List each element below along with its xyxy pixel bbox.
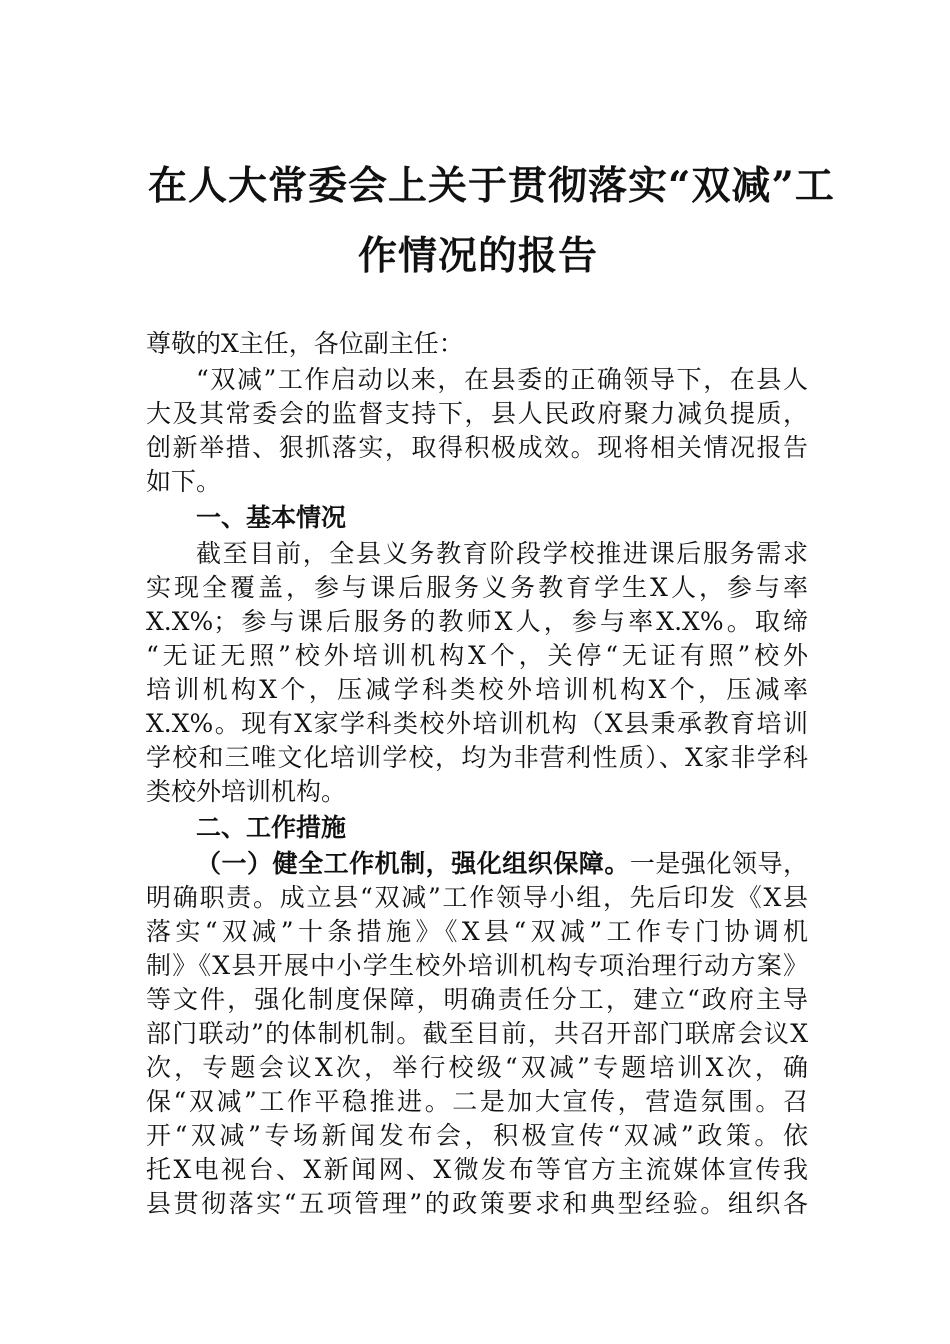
section2-line: 保“双减”工作平稳推进。二是加大宣传，营造氛围。召	[146, 1087, 808, 1116]
section1-line: 截至目前，全县义务教育阶段学校推进课后服务需求	[196, 539, 808, 568]
report-title-line-2: 作情况的报告	[357, 233, 598, 279]
section1-line: 实现全覆盖，参与课后服务义务教育学生X人，参与率	[146, 573, 808, 602]
report-title-line-1: 在人大常委会上关于贯彻落实“双减”工	[148, 163, 835, 209]
section1-line: “无证无照”校外培训机构X个，关停“无证有照”校外	[146, 641, 808, 670]
section2-line: 次，专题会议X次，举行校级“双减”专题培训X次，确	[146, 1053, 808, 1082]
section-heading-basic: 一、基本情况	[196, 503, 347, 532]
section2-first-line-rest: 一是强化领导，	[629, 849, 808, 878]
section1-line: X.X%。现有X家学科类校外培训机构（X县秉承教育培训	[146, 709, 808, 738]
section2-line: 部门联动”的体制机制。截至目前，共召开部门联席会议X	[146, 1019, 808, 1048]
salutation: 尊敬的X主任，各位副主任：	[146, 329, 464, 358]
section-heading-measures: 二、工作措施	[196, 813, 347, 842]
intro-line: 大及其常委会的监督支持下，县人民政府聚力减负提质，	[146, 399, 808, 428]
intro-line: 创新举措、狠抓落实，取得积极成效。现将相关情况报告	[146, 433, 808, 462]
section2-line: 落实“双减”十条措施》《X县“双减”工作专门协调机	[146, 917, 808, 946]
section2-line: 制》《X县开展中小学生校外培训机构专项治理行动方案》	[146, 951, 808, 980]
section1-line: X.X%；参与课后服务的教师X人，参与率X.X%。取缔	[146, 607, 808, 636]
section2-line: 开“双减”专场新闻发布会，积极宣传“双减”政策。依	[146, 1121, 808, 1150]
section2-line: 县贯彻落实“五项管理”的政策要求和典型经验。组织各	[146, 1189, 808, 1218]
intro-line: “双减”工作启动以来，在县委的正确领导下，在县人	[196, 365, 808, 394]
section2-line: 明确职责。成立县“双减”工作领导小组，先后印发《X县	[146, 883, 808, 912]
section1-line: 培训机构X个，压减学科类校外培训机构X个，压减率	[146, 675, 808, 704]
section2-first-line	[196, 847, 808, 881]
section1-line: 学校和三唯文化培训学校，均为非营利性质）、X家非学科	[146, 743, 808, 772]
section2-line: 托X电视台、X新闻网、X微发布等官方主流媒体宣传我	[146, 1155, 808, 1184]
section2-line: 等文件，强化制度保障，明确责任分工，建立“政府主导	[146, 985, 808, 1014]
intro-line: 如下。	[146, 467, 222, 496]
subsection-heading-mechanism: （一）健全工作机制，强化组织保障。	[196, 849, 630, 878]
section1-line: 类校外培训机构。	[146, 777, 347, 806]
